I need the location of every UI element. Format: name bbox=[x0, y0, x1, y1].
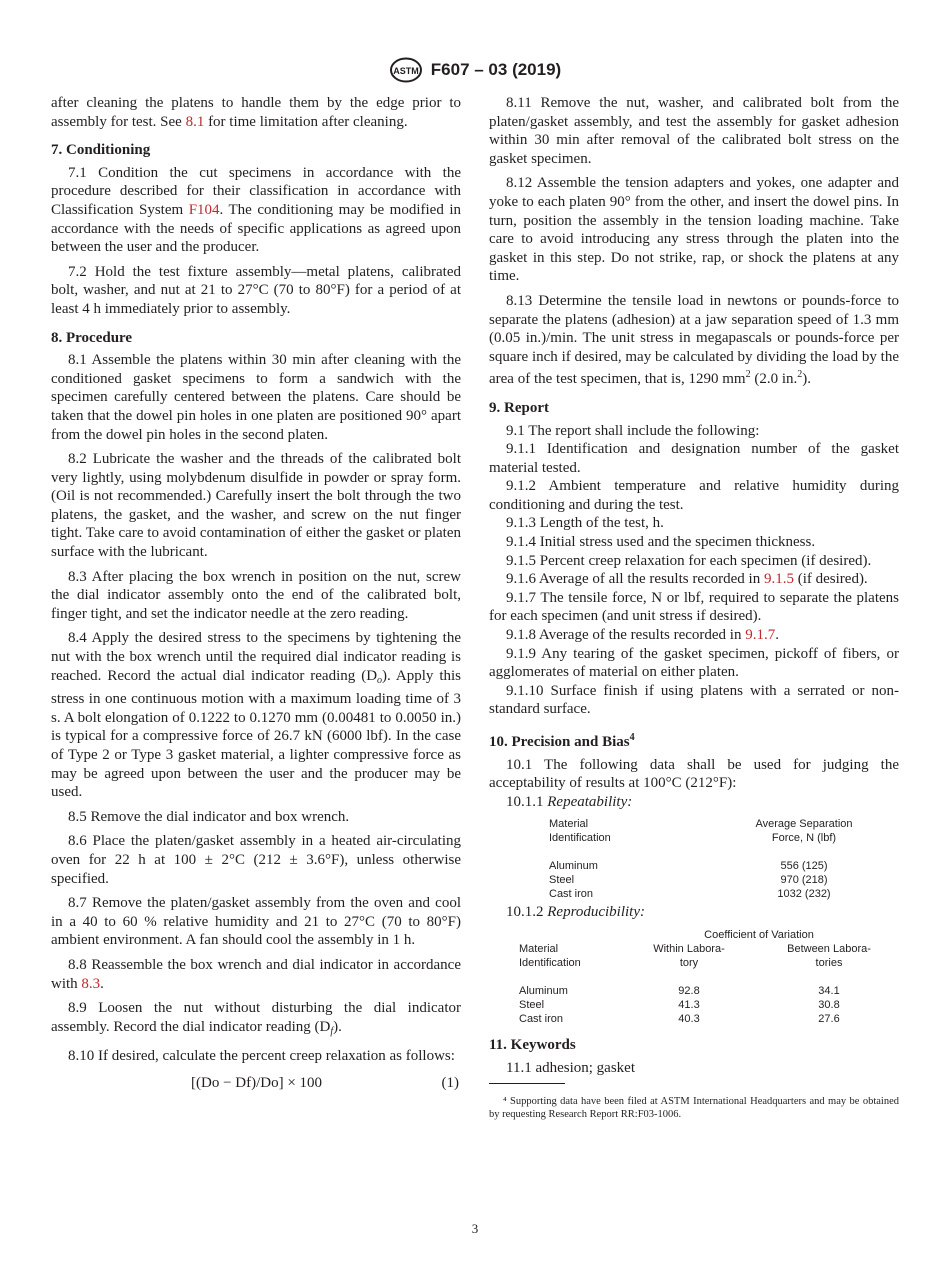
para-9-1-3: 9.1.3 Length of the test, h. bbox=[506, 515, 664, 532]
equation-formula: [(Do − Df)/Do] × 100 bbox=[191, 1074, 323, 1091]
para-9-1-8: 9.1.8 Average of the results recorded in 9.1.7. bbox=[506, 627, 779, 644]
para-8-7: 8.7 Remove the platen/gasket assembly from the oven and cool in a 40 to 60 % relative humidity and 21 to 27°C (70 to 80°F) ambient environment. A fan should cool the assembly in 1 h. bbox=[51, 895, 461, 949]
para-8-12: 8.12 Assemble the tension adapters and yokes, one adapter and yoke to each platen 90° from the other, and insert the dowel pins. In turn, position the assembly in the tension loading machine. Take care to avoid introducing any stress through the platen into the gasket in this step. Do not strike, rap, or shock the platens at any time. bbox=[489, 175, 899, 285]
link-f104[interactable]: F104 bbox=[188, 201, 220, 218]
para-9-1-10: 9.1.10 Surface finish if using platens with a serrated or non-standard surface. bbox=[489, 682, 899, 718]
astm-logo-icon bbox=[389, 57, 423, 83]
link-9-1-5[interactable]: 9.1.5 bbox=[763, 571, 794, 588]
equation-1 bbox=[51, 1074, 461, 1093]
para-7-1: 7.1 Condition the cut specimens in accordance with the procedure described for their classification in accordance with Classification System F104. The conditioning may be modified in accordance with the needs of specific applications as agreed upon between the user and the producer. bbox=[51, 164, 461, 256]
para-8-6: 8.6 Place the platen/gasket assembly in a heated air-circulating oven for 22 h at 100 ± 2°C (212 ± 3.6°F), unless otherwise specified. bbox=[51, 833, 461, 887]
reproducibility-table bbox=[489, 928, 899, 1026]
para-9-1-4: 9.1.4 Initial stress used and the specimen thickness. bbox=[506, 534, 816, 551]
section-9-heading: 9. Report bbox=[489, 399, 549, 416]
para-8-13: 8.13 Determine the tensile load in newtons or pounds-force to separate the platens (adhesion) at a jaw separation speed of 1.3 mm (0.05 in.)/min. The unit stress in megapascals or pounds-force per square inch if desired, may be calculated by dividing the load by the area of the test specimen, that is, 1290 $mm^2$ (2.0 in.$^2$). bbox=[489, 292, 899, 388]
para-9-1-9: 9.1.9 Any tearing of the gasket specimen, pickoff of fibers, or agglomerates of material on either platen. bbox=[489, 645, 899, 681]
page-header bbox=[0, 56, 950, 84]
para-9-1-6: 9.1.6 Average of all the results recorded in 9.1.5 (if desired). bbox=[506, 571, 868, 588]
para-11-1: 11.1 adhesion; gasket bbox=[506, 1059, 636, 1076]
para-9-1-2: 9.1.2 Ambient temperature and relative humidity during conditioning and during the test. bbox=[489, 478, 899, 513]
repeatability-table bbox=[489, 817, 899, 901]
para-8-2: 8.2 Lubricate the washer and the threads of the calibrated bolt very lightly, using molybdenum disulfide in powder or spray form. (Oil is not recommended.) Carefully insert the bolt through the two platens, the gasket, and the washer, and screw on the nut finger tight. Take care to avoid contamination of either the gasket or platen surface with the lubricant. bbox=[51, 451, 461, 561]
para-8-11: 8.11 Remove the nut, washer, and calibrated bolt from the platen/gasket assembly, and test the assembly for gasket adhesion within 30 min after removal of the calibrated bolt stress on the gasket specimen. bbox=[489, 95, 899, 167]
para-8-4: 8.4 Apply the desired stress to the specimens by tightening the nut with the box wrench until the required dial indicator reading is reached. Record the actual dial indicator reading $(D_o)$. Apply this stress in one continuous motion with a maximum loading time of 3 s. A bolt elongation of 0.1222 to 0.1270 mm (0.00481 to 0.0050 in.) is typical for a compressive force of 26.7 kN (6000 lbf). In the case of Type 2 or Type 3 gasket material, a lighter compressive force as may be agreed upon between the user and the producer may be used. bbox=[51, 630, 462, 801]
para-10-1-2: 10.1.2 Reproducibility: bbox=[506, 904, 645, 921]
para-8-8: 8.8 Reassemble the box wrench and dial indicator in accordance with 8.3. bbox=[51, 956, 461, 992]
section-7-heading: 7. Conditioning bbox=[51, 142, 151, 159]
section-10-heading: 10. Precision and Bias$^4$ bbox=[489, 732, 635, 750]
table-row: Steel 970 (218) bbox=[549, 874, 828, 887]
table-header-row: Identification tory tories bbox=[519, 956, 843, 969]
table-row: Aluminum 556 (125) bbox=[549, 860, 828, 873]
table-row: Steel 41.3 30.8 bbox=[519, 998, 840, 1011]
table-header-row: Material Within Labora- Between Labora- bbox=[519, 942, 871, 955]
para-9-1-5: 9.1.5 Percent creep relaxation for each specimen (if desired). bbox=[506, 552, 872, 569]
para-9-1-7: 9.1.7 The tensile force, N or lbf, required to separate the platens for each specimen (and unit stress if desired). bbox=[489, 589, 899, 625]
table-header-row: Material Average Separation bbox=[549, 818, 853, 831]
link-8-3[interactable]: 8.3 bbox=[81, 975, 101, 992]
para-8-1: 8.1 Assemble the platens within 30 min after cleaning with the conditioned gasket specimens to form a sandwich with the specimen carefully centered between the platens. Care should be taken that the dowel pin holes in one platen are positioned 90° apart from the dowel pin holes in the second platen. bbox=[51, 352, 461, 443]
para-8-10: 8.10 If desired, calculate the percent creep relaxation as follows: bbox=[68, 1048, 455, 1065]
para-9-1-1: 9.1.1 Identification and designation number of the gasket material tested. bbox=[489, 441, 899, 476]
svg-text:ASTM: ASTM bbox=[393, 66, 419, 76]
footnote-ref[interactable]: 4 bbox=[629, 732, 635, 743]
intro-paragraph: after cleaning the platens to handle them by the edge prior to assembly for test. See 8.1 for time limitation after cleaning. bbox=[51, 95, 461, 130]
para-8-3: 8.3 After placing the box wrench in position on the nut, screw the dial indicator assembly onto the end of the calibrated bolt, finger tight, and set the indicator needle at the zero reading. bbox=[51, 568, 461, 622]
link-9-1-7[interactable]: 9.1.7 bbox=[745, 627, 776, 644]
table-row: Aluminum 92.8 34.1 bbox=[519, 984, 840, 997]
para-7-2: 7.2 Hold the test fixture assembly—metal platens, calibrated bolt, washer, and nut at 21 to 27°C (70 to 80°F) for a period of at least 4 h immediately prior to assembly. bbox=[51, 263, 461, 317]
section-11-heading: 11. Keywords bbox=[489, 1036, 576, 1053]
footnote-divider bbox=[489, 1083, 565, 1084]
left-column bbox=[51, 94, 461, 1093]
table-row: Cast iron 1032 (232) bbox=[549, 888, 831, 901]
table-header-row: Identification Force, N (lbf) bbox=[549, 832, 837, 845]
document-id: F607 – 03 (2019) bbox=[430, 60, 562, 79]
para-8-9: 8.9 Loosen the nut without disturbing the dial indicator assembly. Record the dial indicator reading $(D_f)$. bbox=[51, 1000, 461, 1037]
right-column bbox=[489, 94, 899, 1131]
section-8-heading: 8. Procedure bbox=[51, 329, 133, 346]
para-8-5: 8.5 Remove the dial indicator and box wrench. bbox=[68, 808, 350, 825]
para-9-1: 9.1 The report shall include the following: bbox=[506, 422, 760, 439]
para-10-1-1: 10.1.1 Repeatability: bbox=[506, 793, 633, 810]
equation-number: (1) bbox=[441, 1074, 459, 1091]
page-number: 3 bbox=[471, 1221, 479, 1236]
table-row: Cast iron 40.3 27.6 bbox=[519, 1012, 840, 1025]
footnote-4: ⁴ Supporting data have been filed at ASTM International Headquarters and may be obtained by requesting Research Report RR:F03-1006. bbox=[489, 1095, 899, 1120]
table-group-header: Coefficient of Variation bbox=[704, 928, 814, 941]
para-10-1: 10.1 The following data shall be used for judging the acceptability of results at 100°C (212°F): bbox=[489, 756, 899, 792]
link-8-1[interactable]: 8.1 bbox=[185, 113, 205, 130]
